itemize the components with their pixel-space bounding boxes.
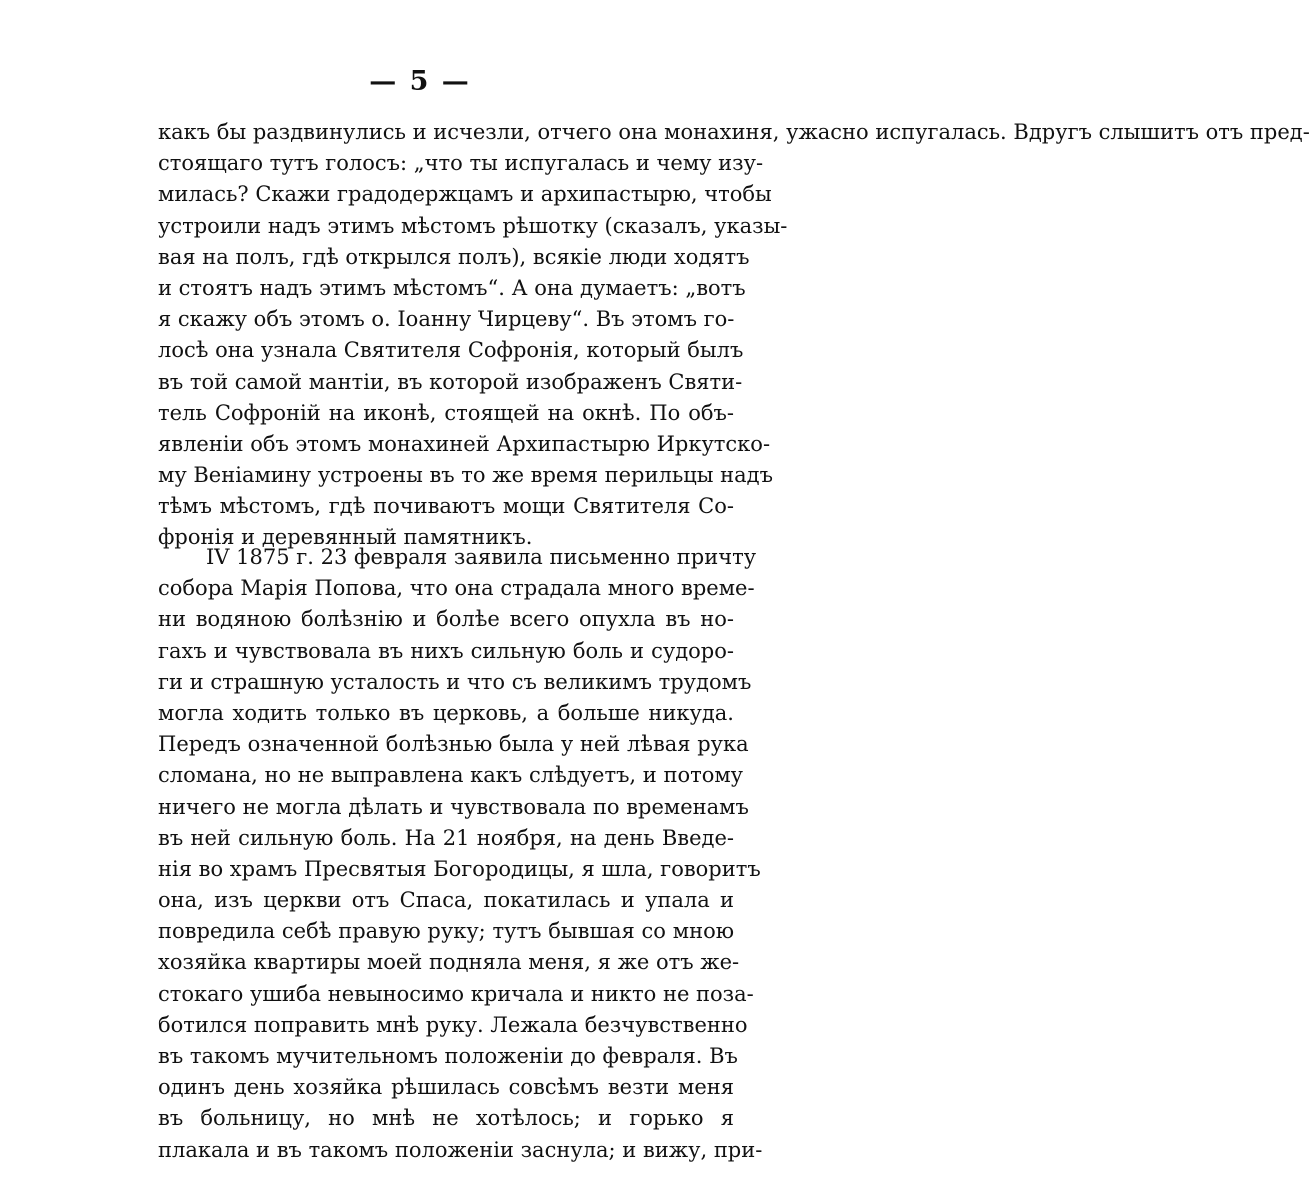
text-line: лосѣ она узнала Святителя Софронія, который былъ [158, 338, 744, 363]
text-line: тѣмъ мѣстомъ, гдѣ почиваютъ мощи Святителя Со- [158, 494, 734, 519]
text-line: въ той самой мантіи, въ которой изображенъ Святи- [158, 369, 743, 394]
text-line: стокаго ушиба невыносимо кричала и никто не поза- [158, 981, 754, 1006]
text-line: какъ бы раздвинулись и исчезли, отчего она монахиня, ужасно испугалась. Вдругъ слышитъ отъ пред- [158, 120, 1310, 144]
text-line: ничего не могла дѣлать и чувствовала по временамъ [158, 794, 749, 819]
text-line: въ больницу, но мнѣ не хотѣлось; и горько я [158, 1106, 734, 1131]
text-line: стоящаго тутъ голосъ: „что ты испугалась и чему изу- [158, 151, 764, 176]
text-line: повредила себѣ правую руку; тутъ бывшая со мною [158, 919, 734, 944]
text-line: хозяйка квартиры моей подняла меня, я же отъ же- [158, 950, 740, 975]
text-line: Передъ означенной болѣзнью была у ней лѣвая рука [158, 732, 749, 757]
text-line: плакала и въ такомъ положеніи заснула; и вижу, при- [158, 1137, 763, 1162]
page-number: — 5 — [369, 66, 471, 97]
text-line: ги и страшную усталость и что съ великимъ трудомъ [158, 669, 752, 694]
text-line: фронія и деревянный памятникъ. [158, 525, 533, 550]
paragraph-1 [158, 117, 1310, 554]
text-line: тель Софроній на иконѣ, стоящей на окнѣ. По объ- [158, 400, 734, 425]
text-line: милась? Скажи градодержцамъ и архипастырю, чтобы [158, 182, 772, 207]
text-line: му Веніамину устроены въ то же время перильцы надъ [158, 463, 773, 488]
text-line: въ такомъ мучительномъ положеніи до февраля. Въ [158, 1044, 738, 1068]
text-line: и стоятъ надъ этимъ мѣстомъ“. А она думаетъ: „вотъ [158, 275, 746, 300]
text-line: нія во храмъ Пресвятыя Богородицы, я шла, говоритъ [158, 856, 761, 881]
text-line: въ ней сильную боль. На 21 ноября, на день Введе- [158, 825, 734, 850]
text-line: могла ходить только въ церковь, а больше никуда. [158, 700, 734, 725]
text-line: IV 1875 г. 23 февраля заявила письменно причту [206, 545, 757, 569]
text-line: вая на полъ, гдѣ открылся полъ), всякіе люди ходятъ [158, 244, 750, 269]
text-line: собора Марія Попова, что она страдала много време- [158, 576, 755, 601]
text-line: гахъ и чувствовала въ нихъ сильную боль и судоро- [158, 638, 734, 663]
text-line: ни водяною болѣзнію и болѣе всего опухла въ но- [158, 607, 734, 632]
paragraph-2 [158, 542, 763, 1166]
text-line: ботился поправить мнѣ руку. Лежала безчувственно [158, 1012, 748, 1037]
text-line: устроили надъ этимъ мѣстомъ рѣшотку (сказалъ, указы- [158, 213, 788, 238]
text-line: сломана, но не выправлена какъ слѣдуетъ, и потому [158, 763, 744, 788]
text-line: одинъ день хозяйка рѣшилась совсѣмъ везти меня [158, 1075, 734, 1100]
text-line: она, изъ церкви отъ Спаса, покатилась и упала и [158, 888, 734, 913]
text-line: я скажу объ этомъ о. Іоанну Чирцеву“. Въ этомъ го- [158, 307, 735, 332]
text-line: явленіи объ этомъ монахиней Архипастырю Иркутско- [158, 431, 771, 456]
